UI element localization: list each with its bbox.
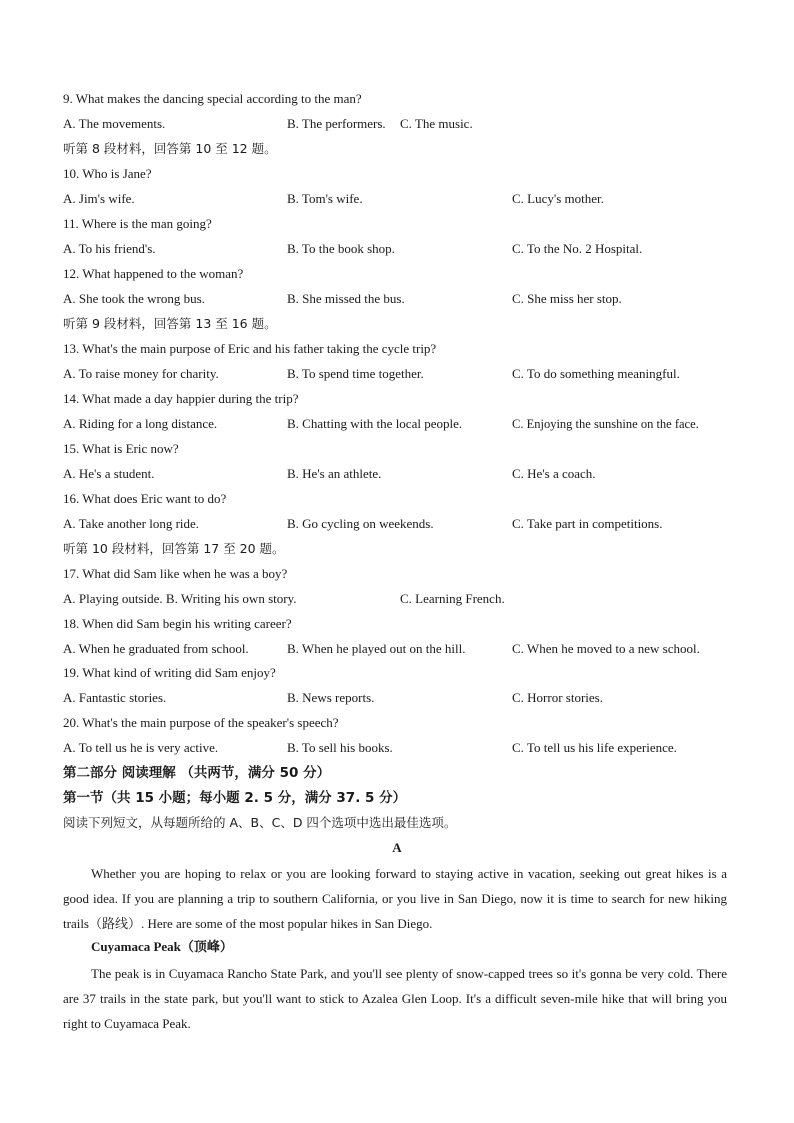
- instruction-material-8: 听第 8 段材料，回答第 10 至 12 题。: [63, 141, 277, 156]
- q15-option-c: C. He's a coach.: [512, 466, 596, 481]
- question-12: 12. What happened to the woman?: [63, 266, 244, 281]
- q19-option-c: C. Horror stories.: [512, 690, 603, 705]
- q17-option-c: C. Learning French.: [400, 591, 505, 606]
- q14-option-b: B. Chatting with the local people.: [287, 416, 463, 431]
- question-18: 18. When did Sam begin his writing career?: [63, 616, 292, 631]
- instruction-material-10: 听第 10 段材料，回答第 17 至 20 题。: [63, 541, 285, 556]
- q13-option-c: C. To do something meaningful.: [512, 366, 680, 381]
- q16-option-b: B. Go cycling on weekends.: [287, 516, 434, 531]
- reading-directions: 阅读下列短文，从每题所给的 A、B、C、D 四个选项中选出最佳选项。: [63, 815, 457, 830]
- q11-option-a: A. To his friend's.: [63, 241, 156, 256]
- q19-option-b: B. News reports.: [287, 690, 375, 705]
- q14-option-c: C. Enjoying the sunshine on the face.: [512, 417, 699, 431]
- q12-option-b: B. She missed the bus.: [287, 291, 405, 306]
- part2-title: 第二部分 阅读理解 （共两节，满分 50 分）: [63, 765, 331, 781]
- q17-option-ab: A. Playing outside. B. Writing his own story.: [63, 591, 297, 606]
- question-15: 15. What is Eric now?: [63, 441, 179, 456]
- q13-option-a: A. To raise money for charity.: [63, 366, 219, 381]
- q10-option-c: C. Lucy's mother.: [512, 191, 604, 206]
- q20-option-b: B. To sell his books.: [287, 740, 393, 755]
- q20-option-a: A. To tell us he is very active.: [63, 740, 219, 755]
- q19-option-a: A. Fantastic stories.: [63, 690, 167, 705]
- passage-paragraph-1: [63, 861, 727, 936]
- passage-label: A: [392, 840, 402, 855]
- q12-option-a: A. She took the wrong bus.: [63, 291, 205, 306]
- question-19: 19. What kind of writing did Sam enjoy?: [63, 665, 276, 680]
- question-20: 20. What's the main purpose of the speaker's speech?: [63, 715, 339, 730]
- q10-option-a: A. Jim's wife.: [63, 191, 135, 206]
- subheading-cuyamaca-peak: Cuyamaca Peak（顶峰）: [91, 939, 233, 954]
- q15-option-a: A. He's a student.: [63, 466, 155, 481]
- q12-option-c: C. She miss her stop.: [512, 291, 622, 306]
- question-16: 16. What does Eric want to do?: [63, 491, 227, 506]
- q10-option-b: B. Tom's wife.: [287, 191, 363, 206]
- q13-option-b: B. To spend time together.: [287, 366, 424, 381]
- q15-option-b: B. He's an athlete.: [287, 466, 382, 481]
- q20-option-c: C. To tell us his life experience.: [512, 740, 677, 755]
- question-17: 17. What did Sam like when he was a boy?: [63, 566, 288, 581]
- q9-option-c: C. The music.: [400, 116, 473, 131]
- q16-option-a: A. Take another long ride.: [63, 516, 200, 531]
- question-14: 14. What made a day happier during the trip?: [63, 391, 299, 406]
- q16-option-c: C. Take part in competitions.: [512, 516, 663, 531]
- instruction-material-9: 听第 9 段材料，回答第 13 至 16 题。: [63, 316, 277, 331]
- paragraph-2-text: The peak is in Cuyamaca Rancho State Park, and you'll see plenty of snow-capped trees so it's gonna be very cold. There are 37 trails in the state park, but you'll want to stick to Azalea Glen Loop. It's a difficult seven-mile hike that will bring you right to Cuyamaca Peak.: [63, 966, 727, 1031]
- q18-option-a: A. When he graduated from school.: [63, 641, 249, 656]
- section1-title: 第一节（共 15 小题；每小题 2. 5 分，满分 37. 5 分）: [63, 790, 407, 806]
- q9-option-a: A. The movements.: [63, 116, 166, 131]
- q18-option-b: B. When he played out on the hill.: [287, 641, 466, 656]
- question-10: 10. Who is Jane?: [63, 166, 152, 181]
- q11-option-c: C. To the No. 2 Hospital.: [512, 241, 643, 256]
- question-9: 9. What makes the dancing special according to the man?: [63, 91, 362, 106]
- q18-option-c: C. When he moved to a new school.: [512, 641, 700, 656]
- q11-option-b: B. To the book shop.: [287, 241, 395, 256]
- question-11: 11. Where is the man going?: [63, 216, 212, 231]
- q9-option-b: B. The performers.: [287, 116, 386, 131]
- question-13: 13. What's the main purpose of Eric and his father taking the cycle trip?: [63, 341, 437, 356]
- q14-option-a: A. Riding for a long distance.: [63, 416, 218, 431]
- paragraph-1-text: Whether you are hoping to relax or you are looking forward to staying active in vacation, seeking out great hikes is a good idea. If you are planning a trip to southern California, or you live in San Diego, now it is time to search for new hiking trails（路线）. Here are some of the most popular hikes in San Diego.: [63, 866, 727, 931]
- passage-paragraph-2: [63, 961, 727, 1036]
